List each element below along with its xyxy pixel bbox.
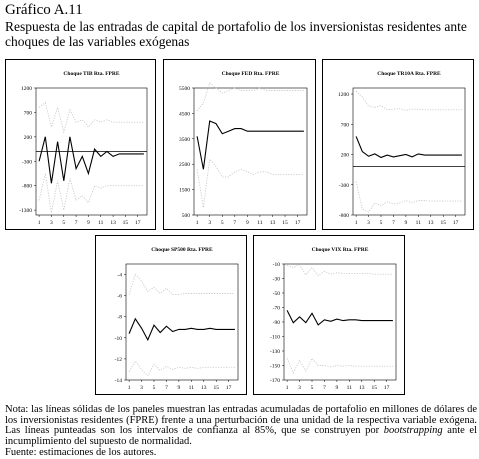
chart-title: Choque FED Rta. FPRE bbox=[221, 71, 280, 77]
panel-tib bbox=[5, 59, 156, 230]
x-tick-label: 9 bbox=[87, 220, 90, 226]
x-tick-label: 7 bbox=[233, 220, 237, 226]
response-line bbox=[197, 121, 304, 169]
x-tick-label: 17 bbox=[452, 220, 459, 226]
chart-svg bbox=[164, 60, 315, 229]
confidence-band-upper bbox=[39, 103, 144, 132]
y-tick-label: 3500 bbox=[179, 136, 190, 143]
x-tick-label: 7 bbox=[74, 220, 78, 226]
y-tick-label: -800 bbox=[338, 213, 349, 219]
y-tick-label: 200 bbox=[340, 152, 349, 159]
note-text: Nota: las líneas sólidas de los paneles muestran las entradas acumuladas de portafolio en millones de dólares de los inversionistas residentes (FPRE) frente a una perturbación de una unidad de la respectiva variable exógena. Las líneas punteadas son los intervalos de confianza al 85%, que se construyen por bbox=[5, 404, 477, 437]
x-tick-label: 15 bbox=[440, 220, 446, 226]
x-tick-label: 15 bbox=[213, 385, 219, 391]
response-line bbox=[129, 319, 235, 340]
x-tick-label: 1 bbox=[127, 385, 131, 391]
confidence-band-upper bbox=[287, 265, 393, 276]
y-tick-label: -12 bbox=[114, 356, 122, 363]
y-tick-label: -50 bbox=[272, 291, 280, 297]
x-tick-label: 17 bbox=[294, 220, 301, 226]
figure-source: Fuente: estimaciones de los autores. bbox=[5, 447, 157, 458]
x-tick-label: 13 bbox=[110, 220, 116, 226]
x-tick-label: 3 bbox=[50, 220, 53, 226]
y-tick-label: -300 bbox=[338, 182, 349, 189]
response-line bbox=[356, 136, 462, 157]
plot-frame bbox=[126, 264, 238, 380]
y-tick-label: -14 bbox=[114, 378, 122, 384]
x-tick-label: 15 bbox=[122, 220, 129, 226]
confidence-band-upper bbox=[197, 83, 304, 111]
y-tick-label: -800 bbox=[21, 183, 32, 190]
figure-title: Gráfico A.11 bbox=[5, 2, 83, 18]
chart-svg bbox=[323, 60, 473, 229]
y-tick-label: 1200 bbox=[21, 86, 32, 92]
y-tick-label: 200 bbox=[23, 134, 32, 141]
x-tick-label: 13 bbox=[269, 220, 276, 226]
note-italic: bootstrapping bbox=[383, 425, 443, 437]
x-tick-label: 3 bbox=[208, 220, 212, 226]
confidence-band-upper bbox=[129, 275, 235, 295]
x-tick-label: 5 bbox=[152, 385, 156, 391]
x-tick-label: 7 bbox=[165, 385, 168, 391]
confidence-band-upper bbox=[356, 91, 462, 110]
x-tick-label: 1 bbox=[195, 220, 199, 226]
chart-title: Choque SP500 Rta. FPRE bbox=[151, 247, 213, 253]
x-tick-label: 17 bbox=[135, 220, 141, 226]
x-tick-label: 11 bbox=[346, 385, 352, 391]
plot-frame bbox=[353, 88, 465, 215]
y-tick-label: -90 bbox=[272, 320, 280, 326]
y-tick-label: -110 bbox=[270, 334, 280, 341]
note-text-end: ante el incumplimiento del supuesto de normalidad. bbox=[5, 425, 477, 447]
x-tick-label: 3 bbox=[140, 385, 143, 391]
figure-subtitle: Respuesta de las entradas de capital de portafolio de los inversionistas residentes ante choques de las variables exógenas bbox=[5, 19, 467, 49]
x-tick-label: 5 bbox=[220, 220, 224, 226]
y-tick-label: -70 bbox=[272, 305, 280, 312]
confidence-band-lower bbox=[39, 174, 144, 213]
x-tick-label: 17 bbox=[383, 385, 390, 391]
chart-title: Choque VIX Rta. FPRE bbox=[311, 247, 369, 253]
y-tick-label: -6 bbox=[117, 293, 122, 300]
y-tick-label: -10 bbox=[272, 262, 280, 268]
chart-svg bbox=[254, 236, 404, 394]
panel-sp500 bbox=[95, 235, 247, 395]
panel-tr10a bbox=[322, 59, 474, 230]
x-tick-label: 9 bbox=[404, 220, 408, 226]
confidence-band-lower bbox=[197, 159, 304, 207]
response-line bbox=[287, 310, 393, 325]
panel-vix bbox=[253, 235, 405, 395]
x-tick-label: 11 bbox=[257, 220, 263, 226]
y-tick-label: -8 bbox=[117, 314, 122, 321]
x-tick-label: 9 bbox=[245, 220, 249, 226]
y-tick-label: 700 bbox=[23, 110, 32, 117]
y-tick-label: -30 bbox=[272, 276, 280, 283]
x-tick-label: 11 bbox=[415, 220, 421, 226]
x-tick-label: 7 bbox=[323, 385, 326, 391]
plot-frame bbox=[194, 88, 307, 215]
x-tick-label: 3 bbox=[298, 385, 301, 391]
figure-note bbox=[5, 405, 477, 447]
x-tick-label: 3 bbox=[367, 220, 370, 226]
x-tick-label: 17 bbox=[225, 385, 232, 391]
confidence-band-lower bbox=[129, 361, 235, 376]
x-tick-label: 13 bbox=[201, 385, 207, 391]
panel-fed bbox=[163, 59, 316, 230]
chart-svg bbox=[6, 60, 155, 229]
y-tick-label: -170 bbox=[269, 378, 280, 384]
x-tick-label: 11 bbox=[188, 385, 194, 391]
y-tick-label: 5500 bbox=[179, 86, 190, 92]
y-tick-label: 500 bbox=[181, 213, 190, 219]
confidence-band-lower bbox=[287, 358, 393, 373]
x-tick-label: 5 bbox=[62, 220, 66, 226]
x-tick-label: 11 bbox=[98, 220, 104, 226]
y-tick-label: -4 bbox=[117, 272, 122, 279]
x-tick-label: 5 bbox=[310, 385, 314, 391]
x-tick-label: 15 bbox=[282, 220, 288, 226]
chart-svg bbox=[96, 236, 246, 394]
y-tick-label: -130 bbox=[269, 349, 280, 355]
y-tick-label: -300 bbox=[21, 159, 32, 166]
x-tick-label: 15 bbox=[371, 385, 377, 391]
y-tick-label: -1300 bbox=[19, 208, 32, 215]
x-tick-label: 9 bbox=[335, 385, 339, 391]
x-tick-label: 1 bbox=[285, 385, 289, 391]
confidence-band-lower bbox=[356, 182, 462, 212]
x-tick-label: 13 bbox=[359, 385, 365, 391]
response-line bbox=[39, 137, 144, 184]
y-tick-label: 700 bbox=[340, 122, 349, 129]
y-tick-label: 1500 bbox=[179, 187, 190, 194]
y-tick-label: 2500 bbox=[179, 162, 190, 169]
x-tick-label: 1 bbox=[354, 220, 358, 226]
x-tick-label: 13 bbox=[428, 220, 434, 226]
x-tick-label: 5 bbox=[379, 220, 383, 226]
y-tick-label: 4500 bbox=[179, 111, 190, 118]
chart-title: Choque TIB Rta. FPRE bbox=[63, 71, 120, 77]
x-tick-label: 1 bbox=[37, 220, 41, 226]
y-tick-label: 1200 bbox=[338, 92, 349, 99]
x-tick-label: 7 bbox=[392, 220, 395, 226]
y-tick-label: -10 bbox=[114, 335, 122, 342]
x-tick-label: 9 bbox=[177, 385, 181, 391]
chart-title: Choque TR10A Rta. FPRE bbox=[377, 71, 441, 77]
y-tick-label: -150 bbox=[269, 363, 280, 370]
